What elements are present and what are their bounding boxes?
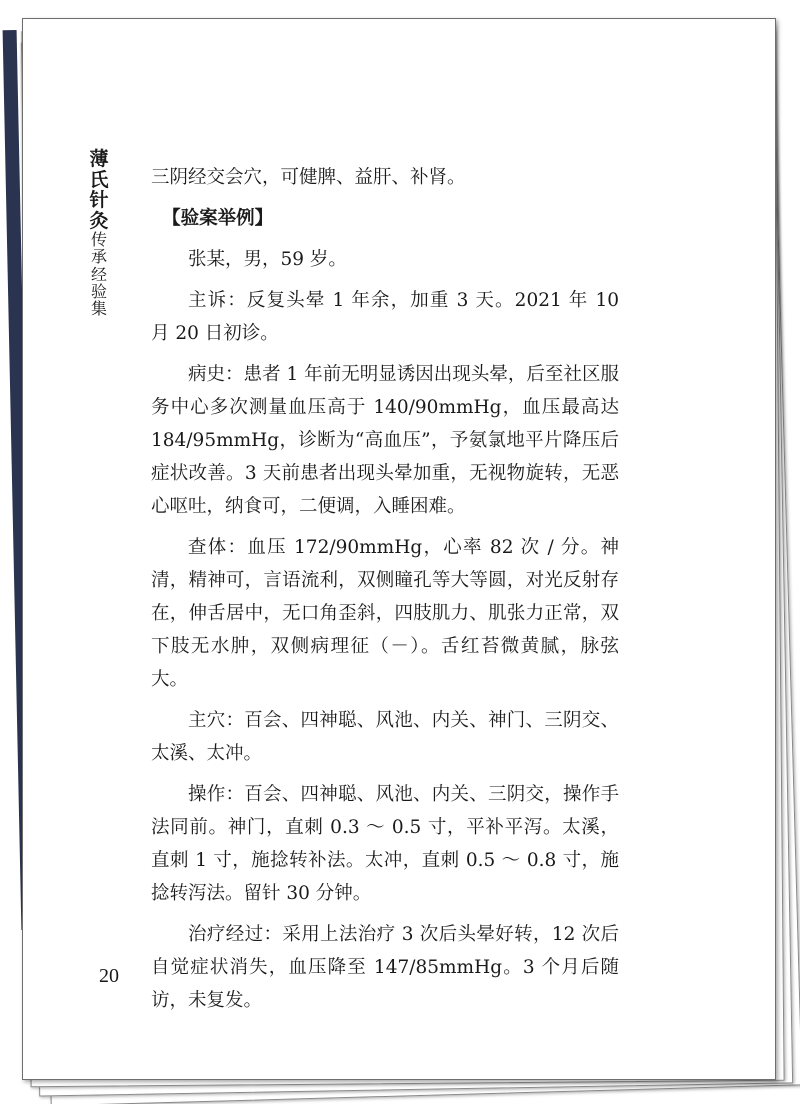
running-head-char: 集 [90,299,107,319]
running-head-char: 氏 [89,168,109,191]
body-text [151,161,619,1025]
paragraph-history: 病史：患者 1 年前无明显诱因出现头晕，后至社区服务中心多次测量血压高于 140/90mmHg，血压最高达 184/95mmHg，诊断为“高血压”，予氨氯地平片降压后症状改善。3 天前患者出现头晕加重，无视物旋转，无恶心呕吐，纳食可，二便调，入睡困难。 [151,364,619,517]
running-head-char: 灸 [89,209,109,232]
paragraph-operation: 操作：百会、四神聪、风池、内关、三阴交，操作手法同前。神门，直刺 0.3 ～ 0.5 寸，平补平泻。太溪，直刺 1 寸，施捻转补法。太冲，直刺 0.5 ～ 0.8 寸，施捻转泻法。留针 30 分钟。 [151,784,619,904]
running-head-char: 验 [90,281,107,301]
paragraph-complaint: 主诉：反复头晕 1 年余，加重 3 天。2021 年 10 月 20 日初诊。 [151,290,619,344]
running-head-book-title [85,149,113,317]
paragraph-patient: 张某，男，59 岁。 [188,249,347,270]
section-heading: 【验案举例】 [162,208,274,229]
running-head-char: 传 [90,230,107,250]
paragraph-main-points: 主穴：百会、四神聪、风池、内关、神门、三阴交、太溪、太冲。 [151,710,619,764]
running-head-thin [85,231,113,317]
running-head-char: 针 [89,189,109,212]
book-page [22,18,776,1080]
running-head-char: 承 [90,247,107,267]
paragraph-continuation: 三阴经交会穴，可健脾、益肝、补肾。 [151,167,466,188]
running-head-bold [85,149,113,231]
running-head-char: 薄 [89,148,109,170]
paragraph-examination: 查体：血压 172/90mmHg，心率 82 次 / 分。神清，精神可，言语流利，双侧瞳孔等大等圆，对光反射存在，伸舌居中，无口角歪斜，四肢肌力、肌张力正常，双下肢无水肿，双侧病理征（－）。舌红苔微黄腻，脉弦大。 [151,537,619,690]
paragraph-treatment: 治疗经过：采用上法治疗 3 次后头晕好转，12 次后自觉症状消失，血压降至 147/85mmHg。3 个月后随访，未复发。 [151,924,619,1011]
running-head-char: 经 [90,264,107,284]
page-number: 20 [99,965,119,987]
